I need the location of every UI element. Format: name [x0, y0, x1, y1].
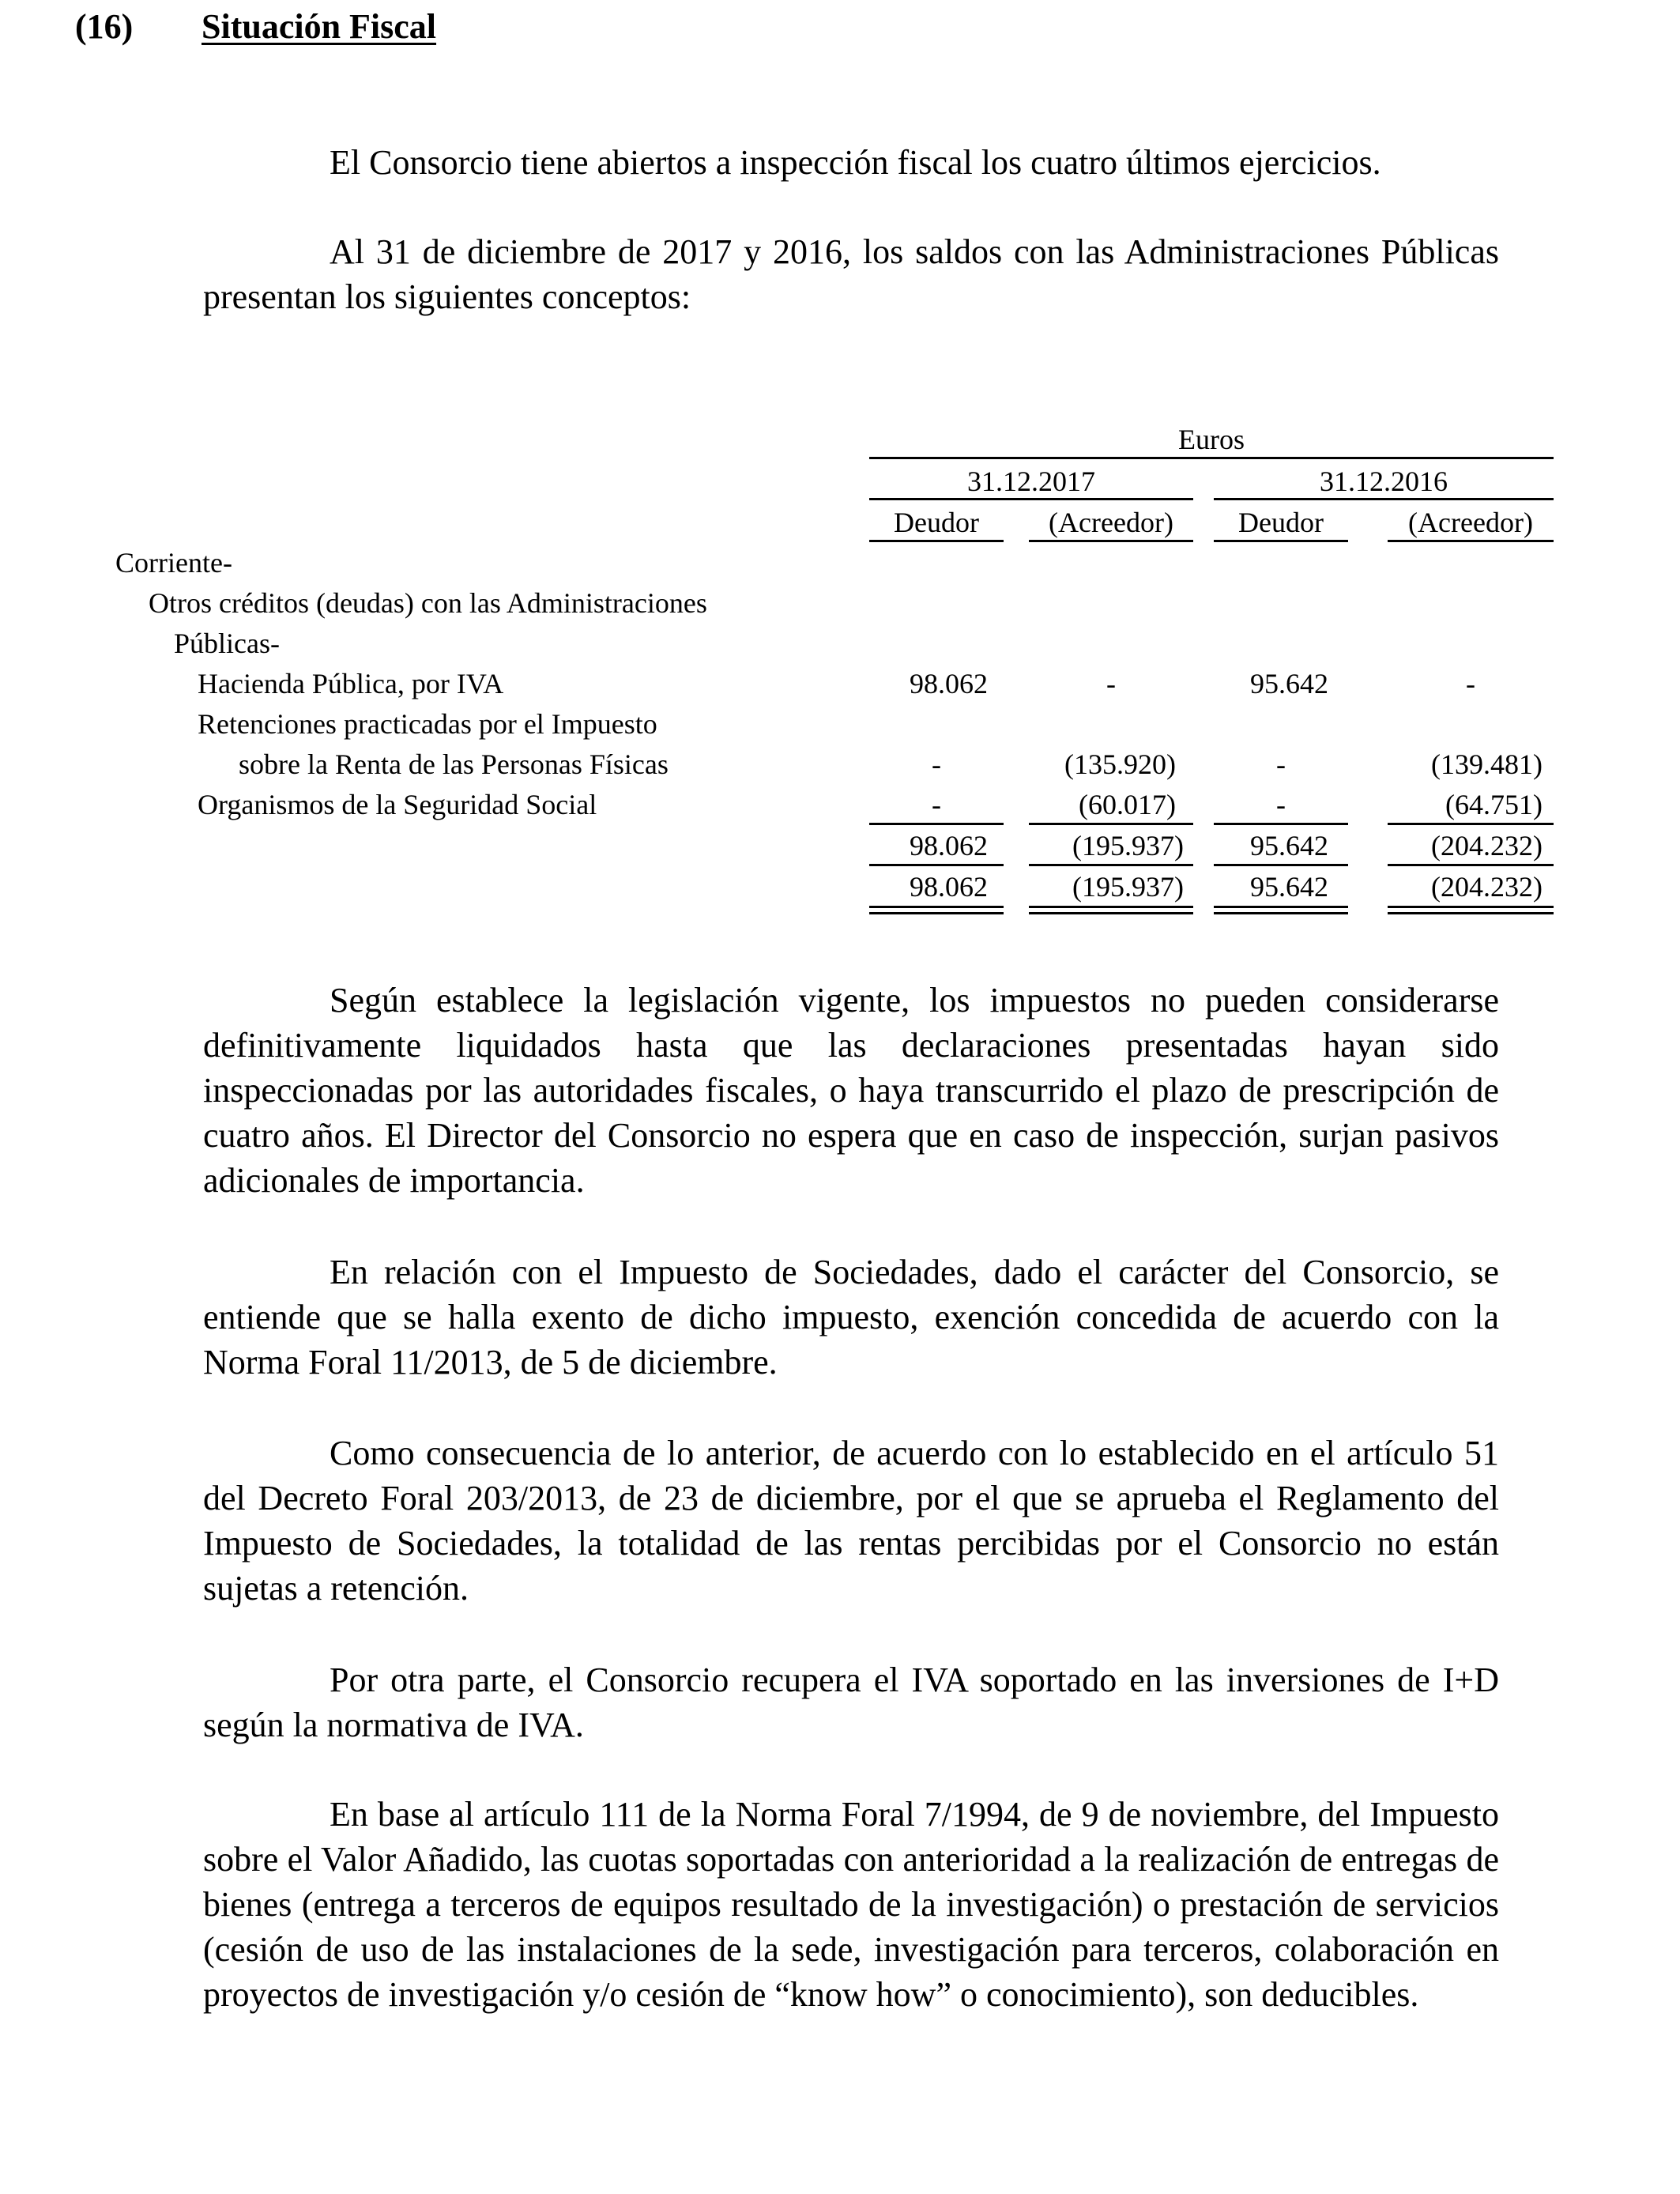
- subtotal-value: 95.642: [1250, 830, 1328, 861]
- intro-paragraph: El Consorcio tiene abiertos a inspección fiscal los cuatro últimos ejercicios.: [330, 143, 1381, 182]
- row-label: sobre la Renta de las Personas Físicas: [239, 748, 669, 780]
- total-value: (195.937): [1072, 871, 1184, 903]
- col-header-acreedor: (Acreedor): [1408, 507, 1533, 538]
- subtotal-value: (195.937): [1072, 830, 1184, 861]
- header-rule: [869, 457, 1554, 459]
- period-header: 31.12.2016: [1320, 466, 1448, 497]
- cell-value: -: [932, 789, 941, 820]
- total-double-rule: [1388, 912, 1554, 914]
- col-header-deudor: Deudor: [1238, 507, 1324, 538]
- row-label: Retenciones practicadas por el Impuesto: [198, 708, 657, 740]
- body-paragraph: Según establece la legislación vigente, los impuestos no pueden considerarse definitivamente liquidados hasta que las declaraciones presentadas hayan sido inspeccionadas por las autoridades fiscales, o haya transcurrido el plazo de prescripción de cuatro años. El Director del Consorcio no espera que en caso de inspección, surjan pasivos adicionales de importancia.: [203, 981, 1499, 1200]
- col-rule: [869, 540, 1004, 542]
- total-value: (204.232): [1431, 871, 1543, 903]
- cell-value: -: [1466, 668, 1475, 699]
- body-paragraph: Por otra parte, el Consorcio recupera el IVA soportado en las inversiones de I+D según la normativa de IVA.: [203, 1661, 1499, 1744]
- total-value: 95.642: [1250, 871, 1328, 903]
- total-rule: [1214, 864, 1348, 866]
- col-rule: [1388, 540, 1554, 542]
- period-rule: [869, 498, 1193, 500]
- subtotal-rule: [1388, 823, 1554, 825]
- cell-value: (60.017): [1079, 789, 1176, 820]
- cell-value: -: [1276, 789, 1286, 820]
- section-title: Situación Fiscal: [202, 7, 437, 46]
- total-double-rule: [1214, 912, 1348, 914]
- total-double-rule: [1214, 906, 1348, 908]
- body-paragraph: En base al artículo 111 de la Norma Foral 7/1994, de 9 de noviembre, del Impuesto sobre el Valor Añadido, las cuotas soportadas con anterioridad a la realización de entregas de bienes (entrega a terceros de equipos resultado de la investigación) o prestación de servicios (cesión de uso de las instalaciones de la sede, investigación para terceros, colaboración en proyectos de investigación y/o cesión de “know how” o conocimiento), son deducibles.: [203, 1795, 1499, 2014]
- body-paragraph: En relación con el Impuesto de Sociedades, dado el carácter del Consorcio, se entiende que se halla exento de dicho impuesto, exención concedida de acuerdo con la Norma Foral 11/2013, de 5 de diciembre.: [203, 1253, 1499, 1382]
- cell-value: (64.751): [1445, 789, 1543, 820]
- cell-value: (135.920): [1064, 748, 1176, 780]
- cell-value: -: [932, 748, 941, 780]
- period-header: 31.12.2017: [967, 466, 1095, 497]
- cell-value: -: [1106, 668, 1116, 699]
- cell-value: 95.642: [1250, 668, 1328, 699]
- subtotal-rule: [869, 823, 1004, 825]
- row-label: Organismos de la Seguridad Social: [198, 789, 597, 820]
- section-number: (16): [75, 7, 134, 46]
- period-rule: [1214, 498, 1554, 500]
- subgroup-label: Otros créditos (deudas) con las Administraciones: [149, 587, 707, 619]
- subtotal-value: 98.062: [910, 830, 988, 861]
- col-header-acreedor: (Acreedor): [1049, 507, 1173, 538]
- total-double-rule: [1388, 906, 1554, 908]
- subtotal-value: (204.232): [1431, 830, 1543, 861]
- body-paragraph: Como consecuencia de lo anterior, de acuerdo con lo establecido en el artículo 51 del Decreto Foral 203/2013, de 23 de diciembre, por el que se aprueba el Reglamento del Impuesto de Sociedades, la totalidad de las rentas percibidas por el Consorcio no están sujetas a retención.: [203, 1434, 1499, 1608]
- total-rule: [1388, 864, 1554, 866]
- intro-paragraph: Al 31 de diciembre de 2017 y 2016, los saldos con las Administraciones Públicas presentan los siguientes conceptos:: [203, 232, 1499, 316]
- total-rule: [1029, 864, 1193, 866]
- total-double-rule: [1029, 906, 1193, 908]
- group-label: Corriente-: [115, 547, 232, 579]
- subtotal-rule: [1214, 823, 1348, 825]
- total-double-rule: [869, 912, 1004, 914]
- cell-value: (139.481): [1431, 748, 1543, 780]
- total-rule: [869, 864, 1004, 866]
- subgroup-label: Públicas-: [174, 628, 280, 659]
- cell-value: -: [1276, 748, 1286, 780]
- row-label: Hacienda Pública, por IVA: [198, 668, 504, 699]
- total-value: 98.062: [910, 871, 988, 903]
- col-rule: [1214, 540, 1348, 542]
- col-header-deudor: Deudor: [894, 507, 979, 538]
- total-double-rule: [869, 906, 1004, 908]
- cell-value: 98.062: [910, 668, 988, 699]
- col-rule: [1029, 540, 1193, 542]
- total-double-rule: [1029, 912, 1193, 914]
- subtotal-rule: [1029, 823, 1193, 825]
- currency-header: Euros: [1178, 424, 1245, 455]
